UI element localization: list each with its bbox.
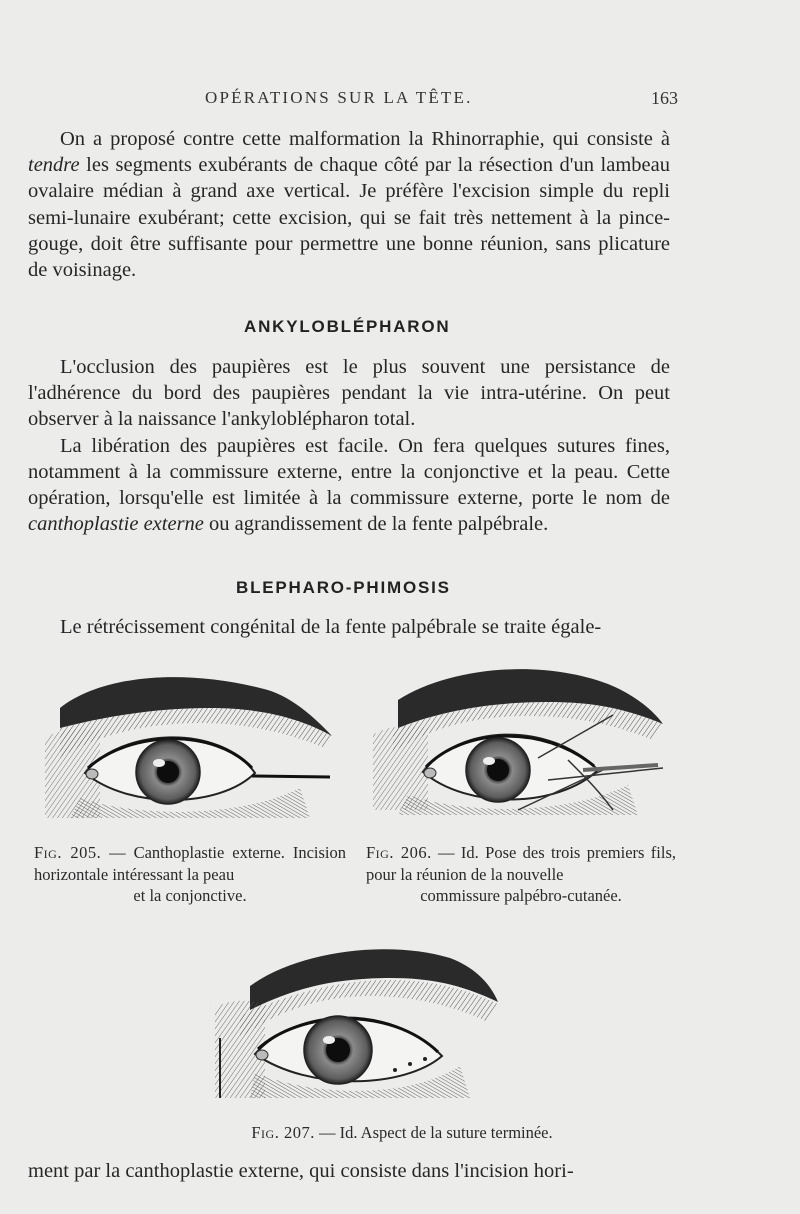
figure-206-caption <box>366 842 676 907</box>
figure-207-caption <box>172 1122 632 1144</box>
paragraph-ankyloblepharon <box>28 354 670 537</box>
figure-205-caption <box>34 842 346 907</box>
running-head-title: OPÉRATIONS SUR LA TÊTE. <box>205 88 473 107</box>
figure-206-text: — Id. Pose des trois premiers fils, pour la réunion de la nouvelle <box>366 843 676 884</box>
eye-engraving-205 <box>40 668 340 828</box>
paragraph3-emphasis: canthoplastie externe <box>28 513 204 536</box>
page-number: 163 <box>651 88 678 108</box>
paragraph1-part1: On a proposé contre cette malformation la Rhinorraphie, qui consiste à <box>60 128 670 150</box>
paragraph-blepharo-phimosis <box>28 614 670 640</box>
paragraph-rhinorraphie <box>28 126 670 283</box>
paragraph2: L'occlusion des paupières est le plus souvent une persistance de l'adhérence du bord des paupières pendant la vie intra-utérine. On peut observer à la naissance l'ankyloblépharon total. <box>28 356 670 431</box>
paragraph3-part1: La libération des paupières est facile. On fera quelques sutures fines, notamment à la commissure externe, entre la conjonctive et la peau. Cette opération, lorsqu'elle est limitée à la commissure externe, porte le nom de <box>28 434 670 510</box>
paragraph5: ment par la canthoplastie externe, qui consiste dans l'incision hori- <box>28 1160 574 1182</box>
paragraph-continuation <box>28 1158 670 1184</box>
figure-205-text-end: et la conjonctive. <box>133 886 247 905</box>
figure-206-label: Fig. 206. <box>366 843 432 862</box>
eye-engraving-207 <box>210 938 510 1103</box>
figure-205-text: — Canthoplastie externe. Incision horizontale intéressant la peau <box>34 843 346 884</box>
figure-207-text: — Id. Aspect de la suture terminée. <box>314 1123 553 1142</box>
section-heading-blepharo-phimosis: BLEPHARO-PHIMOSIS <box>236 578 451 597</box>
figure-205-illustration <box>40 668 340 828</box>
paragraph3 <box>28 433 670 538</box>
section-heading-ankyloblepharon: ANKYLOBLÉPHARON <box>244 317 451 336</box>
paragraph3-part2: ou agrandissement de la fente palpébrale. <box>203 513 549 536</box>
paragraph4: Le rétrécissement congénital de la fente palpébrale se traite égale- <box>60 616 602 638</box>
figure-207-illustration <box>210 938 510 1103</box>
figure-206-illustration <box>368 660 668 830</box>
figure-207-label: Fig. 207. <box>251 1123 315 1142</box>
paragraph1-part2: les segments exubérants de chaque côté par la résection d'un lambeau ovalaire médian à grand axe vertical. Je préfère l'excision simple du repli semi-lunaire exubérant; cette excision, qui se fait très nettement à la pince-gouge, doit être suffisante pour permettre une bonne réunion, sans plicature de voisinage. <box>28 154 670 282</box>
figure-206-text-end: commissure palpébro-cutanée. <box>420 886 622 905</box>
eye-engraving-206 <box>368 660 668 830</box>
paragraph1-emphasis: tendre <box>28 154 80 177</box>
running-head <box>0 88 800 112</box>
figure-205-label: Fig. 205. <box>34 843 102 862</box>
